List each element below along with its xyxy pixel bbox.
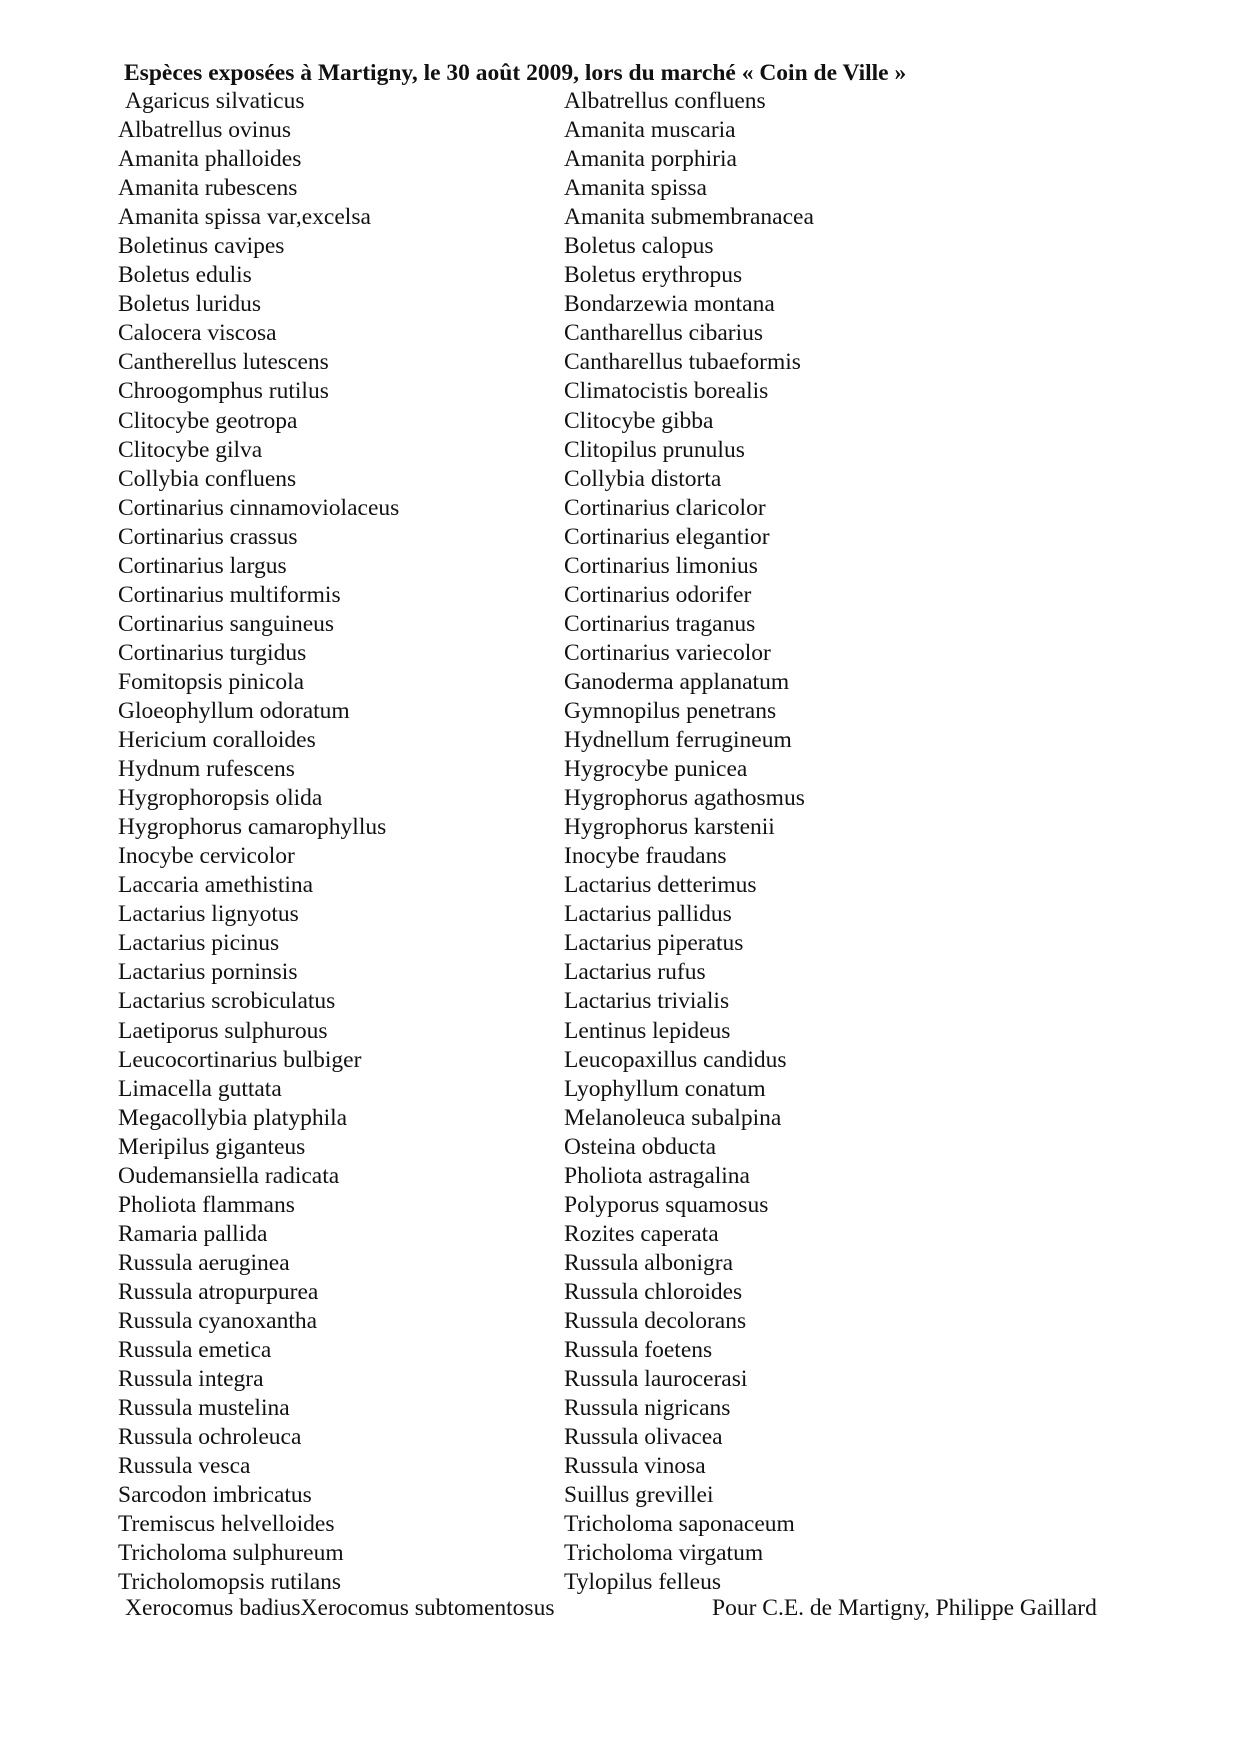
species-item: Russula decolorans <box>564 1307 747 1334</box>
species-item: Osteina obducta <box>564 1133 717 1160</box>
species-item: Clitocybe gibba <box>564 407 714 434</box>
species-item: Cortinarius largus <box>118 552 287 579</box>
species-item: Amanita rubescens <box>118 175 298 202</box>
species-item: Amanita porphiria <box>564 146 737 173</box>
footer-signature: Pour C.E. de Martigny, Philippe Gaillard <box>712 1595 1097 1621</box>
species-item: Lactarius picinus <box>118 930 280 957</box>
species-item: Agaricus silvaticus <box>125 88 305 114</box>
species-item: Amanita spissa <box>564 175 707 202</box>
species-item: Russula chloroides <box>564 1278 743 1305</box>
species-item: Boletus luridus <box>118 291 261 318</box>
species-item: Albatrellus ovinus <box>118 117 291 144</box>
species-item: Cortinarius elegantior <box>564 523 770 550</box>
species-item: Boletus erythropus <box>564 262 743 289</box>
species-item: Boletinus cavipes <box>118 233 285 260</box>
species-item: Amanita spissa var,excelsa <box>118 204 371 231</box>
species-list-left <box>118 87 399 1597</box>
species-item: Lactarius detterimus <box>564 872 757 899</box>
species-item: Hygrophorus camarophyllus <box>118 814 387 841</box>
species-item: Calocera viscosa <box>118 320 277 347</box>
species-item: Hydnellum ferrugineum <box>564 727 792 754</box>
species-item: Meripilus giganteus <box>118 1133 306 1160</box>
species-item: Tricholoma virgatum <box>564 1540 764 1567</box>
species-item: Boletus calopus <box>564 233 714 260</box>
species-item: Cortinarius traganus <box>564 610 756 637</box>
species-item: Tricholoma sulphureum <box>118 1540 344 1567</box>
species-item: Clitocybe geotropa <box>118 407 298 434</box>
species-item: Fomitopsis pinicola <box>118 668 305 695</box>
species-item: Tylopilus felleus <box>564 1569 721 1596</box>
species-item: Tricholoma saponaceum <box>564 1511 795 1538</box>
species-item: Albatrellus confluens <box>564 88 766 114</box>
species-item: Collybia confluens <box>118 465 297 492</box>
species-item: Clitocybe gilva <box>118 436 263 463</box>
species-item: Gymnopilus penetrans <box>564 697 777 724</box>
species-item: Russula nigricans <box>564 1395 731 1422</box>
species-item: Russula emetica <box>118 1337 272 1364</box>
species-item: Russula laurocerasi <box>564 1366 748 1393</box>
species-item: Lyophyllum conatum <box>564 1075 766 1102</box>
species-item: Cortinarius cinnamoviolaceus <box>118 494 400 521</box>
species-item: Rozites caperata <box>564 1220 719 1247</box>
species-item: Clitopilus prunulus <box>564 436 745 463</box>
species-item: Hericium coralloides <box>118 727 316 754</box>
species-item: Russula albonigra <box>564 1249 734 1276</box>
species-item: Ganoderma applanatum <box>564 668 790 695</box>
species-item: Lentinus lepideus <box>564 1017 731 1044</box>
species-item: Inocybe cervicolor <box>118 843 295 870</box>
species-item: Cortinarius crassus <box>118 523 298 550</box>
species-item: Hygrophorus karstenii <box>564 814 775 841</box>
species-item: Cantharellus tubaeformis <box>564 349 801 376</box>
species-item: Cortinarius variecolor <box>564 639 771 666</box>
species-item: Cortinarius claricolor <box>564 494 766 521</box>
species-item: Russula mustelina <box>118 1395 290 1422</box>
species-item: Inocybe fraudans <box>564 843 727 870</box>
species-item: Chroogomphus rutilus <box>118 378 329 405</box>
species-item: Leucocortinarius bulbiger <box>118 1046 362 1073</box>
species-item: Russula aeruginea <box>118 1249 290 1276</box>
species-item: Ramaria pallida <box>118 1220 268 1247</box>
species-item: Lactarius trivialis <box>564 988 730 1015</box>
species-item: Sarcodon imbricatus <box>118 1482 312 1509</box>
species-item: Hydnum rufescens <box>118 756 295 783</box>
species-item: Cortinarius multiformis <box>118 581 341 608</box>
species-item: Laetiporus sulphurous <box>118 1017 328 1044</box>
species-item: Cortinarius sanguineus <box>118 610 335 637</box>
species-item: Russula atropurpurea <box>118 1278 319 1305</box>
species-item: Cortinarius turgidus <box>118 639 307 666</box>
species-item: Tricholomopsis rutilans <box>118 1569 342 1596</box>
species-item: Russula vesca <box>118 1453 251 1480</box>
document-title: Espèces exposées à Martigny, le 30 août 2009, lors du marché « Coin de Ville » <box>124 60 907 86</box>
species-item: Russula ochroleuca <box>118 1424 302 1451</box>
species-item: Limacella guttata <box>118 1075 282 1102</box>
species-item: Tremiscus helvelloides <box>118 1511 335 1538</box>
species-item: Cortinarius odorifer <box>564 581 752 608</box>
species-item: Melanoleuca subalpina <box>564 1104 782 1131</box>
species-item: Russula integra <box>118 1366 264 1393</box>
species-item: Gloeophyllum odoratum <box>118 697 350 724</box>
species-item: Megacollybia platyphila <box>118 1104 348 1131</box>
species-item: Hygrophoropsis olida <box>118 785 323 812</box>
footer-species-line: Xerocomus badiusXerocomus subtomentosus <box>125 1595 555 1621</box>
species-item: Climatocistis borealis <box>564 378 769 405</box>
species-item: Polyporus squamosus <box>564 1191 769 1218</box>
species-item: Pholiota flammans <box>118 1191 295 1218</box>
species-item: Russula vinosa <box>564 1453 706 1480</box>
species-item: Hygrophorus agathosmus <box>564 785 805 812</box>
species-item: Cantharellus cibarius <box>564 320 764 347</box>
species-item: Bondarzewia montana <box>564 291 775 318</box>
species-item: Cantherellus lutescens <box>118 349 329 376</box>
species-item: Lactarius scrobiculatus <box>118 988 336 1015</box>
species-item: Amanita muscaria <box>564 117 736 144</box>
species-item: Russula olivacea <box>564 1424 723 1451</box>
species-item: Russula foetens <box>564 1337 713 1364</box>
species-item: Collybia distorta <box>564 465 722 492</box>
species-item: Amanita phalloides <box>118 146 302 173</box>
species-item: Leucopaxillus candidus <box>564 1046 787 1073</box>
species-item: Pholiota astragalina <box>564 1162 750 1189</box>
species-item: Laccaria amethistina <box>118 872 314 899</box>
species-item: Lactarius piperatus <box>564 930 744 957</box>
species-list-right <box>564 87 814 1597</box>
species-item: Amanita submembranacea <box>564 204 814 231</box>
species-item: Lactarius lignyotus <box>118 901 299 928</box>
species-item: Lactarius pallidus <box>564 901 732 928</box>
species-item: Oudemansiella radicata <box>118 1162 340 1189</box>
species-item: Suillus grevillei <box>564 1482 714 1509</box>
species-item: Hygrocybe punicea <box>564 756 748 783</box>
species-item: Lactarius rufus <box>564 959 706 986</box>
species-item: Cortinarius limonius <box>564 552 758 579</box>
species-item: Boletus edulis <box>118 262 252 289</box>
species-item: Russula cyanoxantha <box>118 1307 318 1334</box>
species-item: Lactarius porninsis <box>118 959 298 986</box>
